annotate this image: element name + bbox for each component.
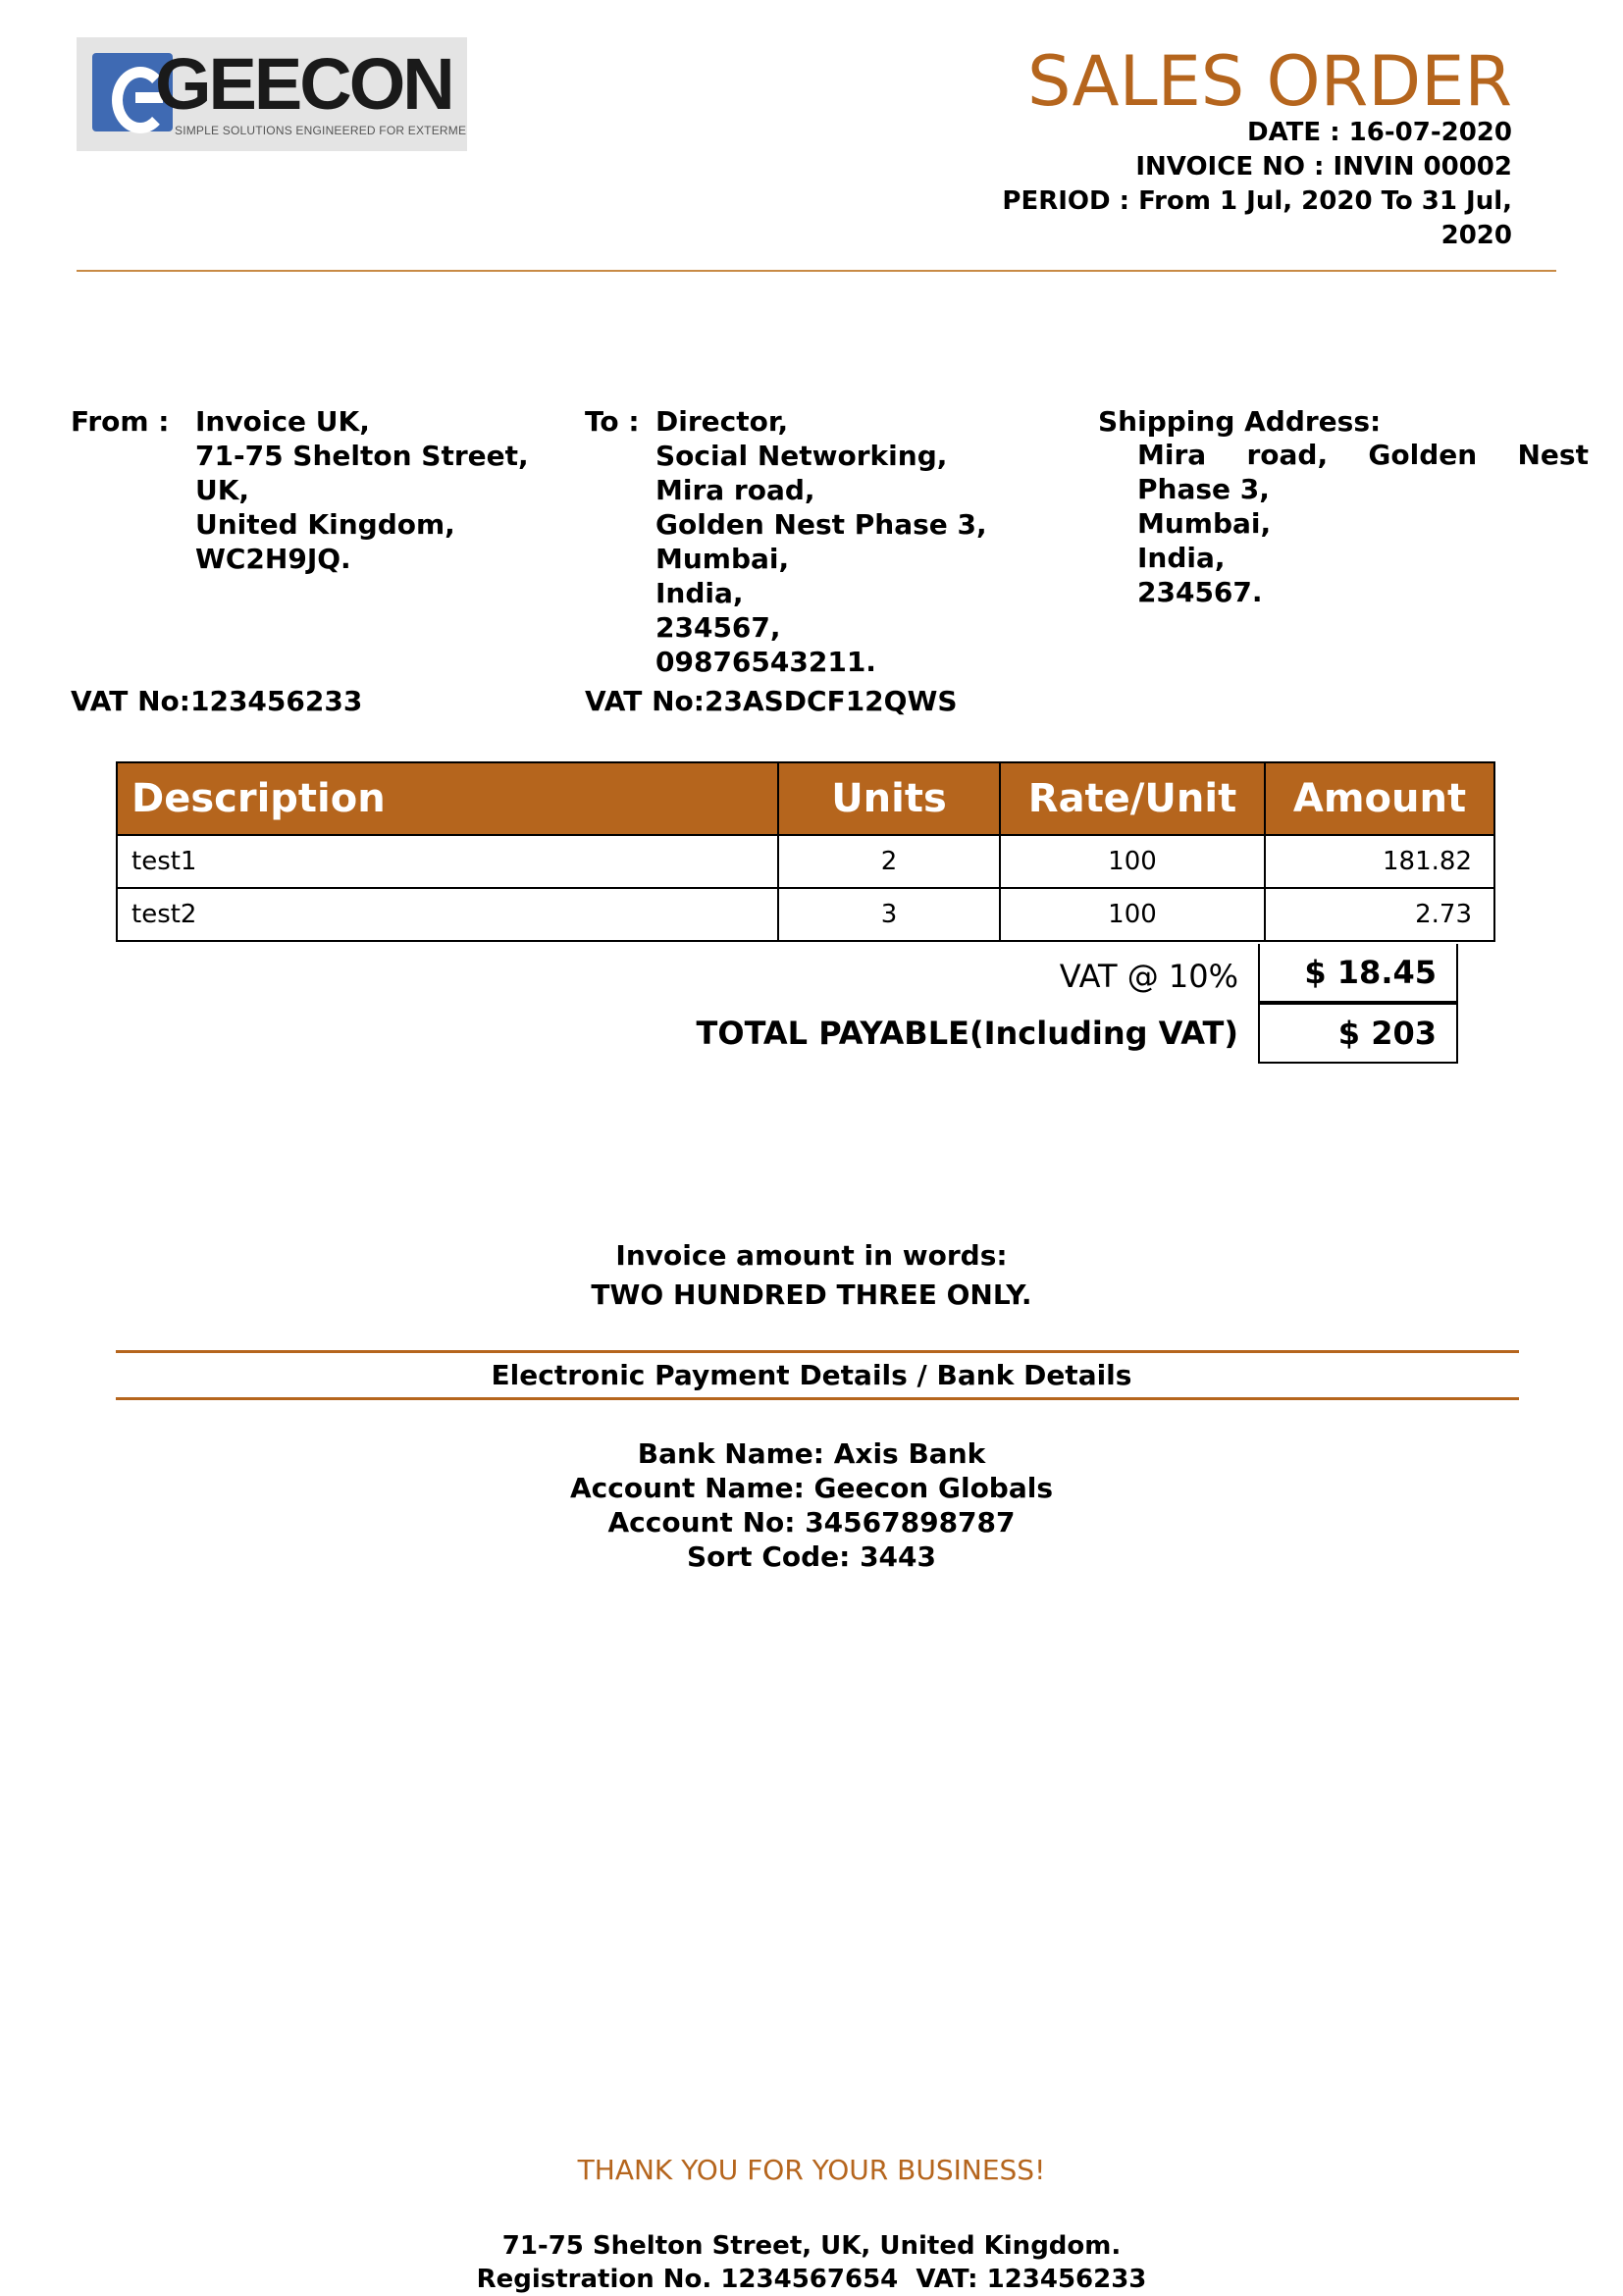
column-header-description: Description [117,762,778,835]
footer-address: 71-75 Shelton Street, UK, United Kingdom. [501,2231,1122,2261]
vat-label: VAT @ 10% [1059,958,1238,995]
from-vat: VAT No:123456233 [71,685,363,717]
address-line: Mira road, [655,474,815,506]
item-units: 3 [778,888,1000,941]
bank-section-bottom-rule [116,1397,1519,1400]
bank-section-title: Electronic Payment Details / Bank Details [491,1359,1132,1391]
address-line: Golden Nest Phase 3, [655,508,987,541]
item-description: test1 [117,835,778,888]
to-label: To : [585,405,640,438]
logo-tagline: SIMPLE SOLUTIONS ENGINEERED FOR EXTERME [175,124,467,137]
logo-wordmark: GEECON [155,43,452,125]
total-payable-amount: $ 203 [1258,1003,1458,1064]
invoice-period-year: 2020 [1440,221,1512,250]
item-units: 2 [778,835,1000,888]
to-address [655,404,987,679]
vat-amount: $ 18.45 [1258,944,1458,1003]
account-name: Account Name: Geecon Globals [569,1472,1054,1504]
address-line: India, [655,577,744,609]
sort-code: Sort Code: 3443 [686,1540,937,1573]
bank-section-top-rule [116,1350,1519,1353]
total-payable-label: TOTAL PAYABLE(Including VAT) [696,1015,1238,1052]
address-line: UK, [195,474,250,506]
address-line: Mumbai, [1137,507,1272,540]
to-vat: VAT No:23ASDCF12QWS [585,685,958,717]
item-rate: 100 [1000,835,1265,888]
address-line: 71-75 Shelton Street, [195,440,529,472]
address-line: WC2H9JQ. [195,543,351,575]
address-line: Social Networking, [655,440,948,472]
column-header-rate: Rate/Unit [1000,762,1265,835]
table-row [117,888,1494,941]
table-row [117,835,1494,888]
document-title: SALES ORDER [1026,41,1512,122]
amount-in-words: TWO HUNDRED THREE ONLY. [591,1278,1032,1311]
from-address [195,404,529,576]
amount-in-words-label: Invoice amount in words: [615,1239,1008,1272]
invoice-date: DATE : 16-07-2020 [1247,118,1512,147]
column-header-units: Units [778,762,1000,835]
account-number: Account No: 34567898787 [607,1506,1016,1539]
item-description: test2 [117,888,778,941]
footer-registration: Registration No. 1234567654 VAT: 123456233 [476,2265,1147,2294]
invoice-number: INVOICE NO : INVIN 00002 [1135,152,1512,182]
address-line: Invoice UK, [195,405,370,438]
address-line: Mira road, Golden Nest [1137,439,1589,471]
address-line: India, [1137,542,1226,574]
invoice-period: PERIOD : From 1 Jul, 2020 To 31 Jul, [1002,186,1512,216]
thank-you-note: THANK YOU FOR YOUR BUSINESS! [577,2154,1046,2186]
item-amount: 2.73 [1265,888,1494,941]
address-line: 234567. [1137,576,1263,608]
shipping-label: Shipping Address: [1098,405,1382,438]
item-amount: 181.82 [1265,835,1494,888]
address-line: 234567, [655,611,781,644]
company-logo [77,37,467,151]
address-line: Phase 3, [1137,473,1270,505]
header-divider [77,270,1556,272]
address-line: United Kingdom, [195,508,455,541]
address-line: 09876543211. [655,646,876,678]
from-label: From : [71,405,170,438]
bank-name: Bank Name: Axis Bank [637,1437,986,1470]
address-line: Director, [655,405,789,438]
line-items-table [116,761,1495,942]
item-rate: 100 [1000,888,1265,941]
shipping-address [1137,438,1589,609]
table-header-row [117,762,1494,835]
column-header-amount: Amount [1265,762,1494,835]
address-line: Mumbai, [655,543,790,575]
